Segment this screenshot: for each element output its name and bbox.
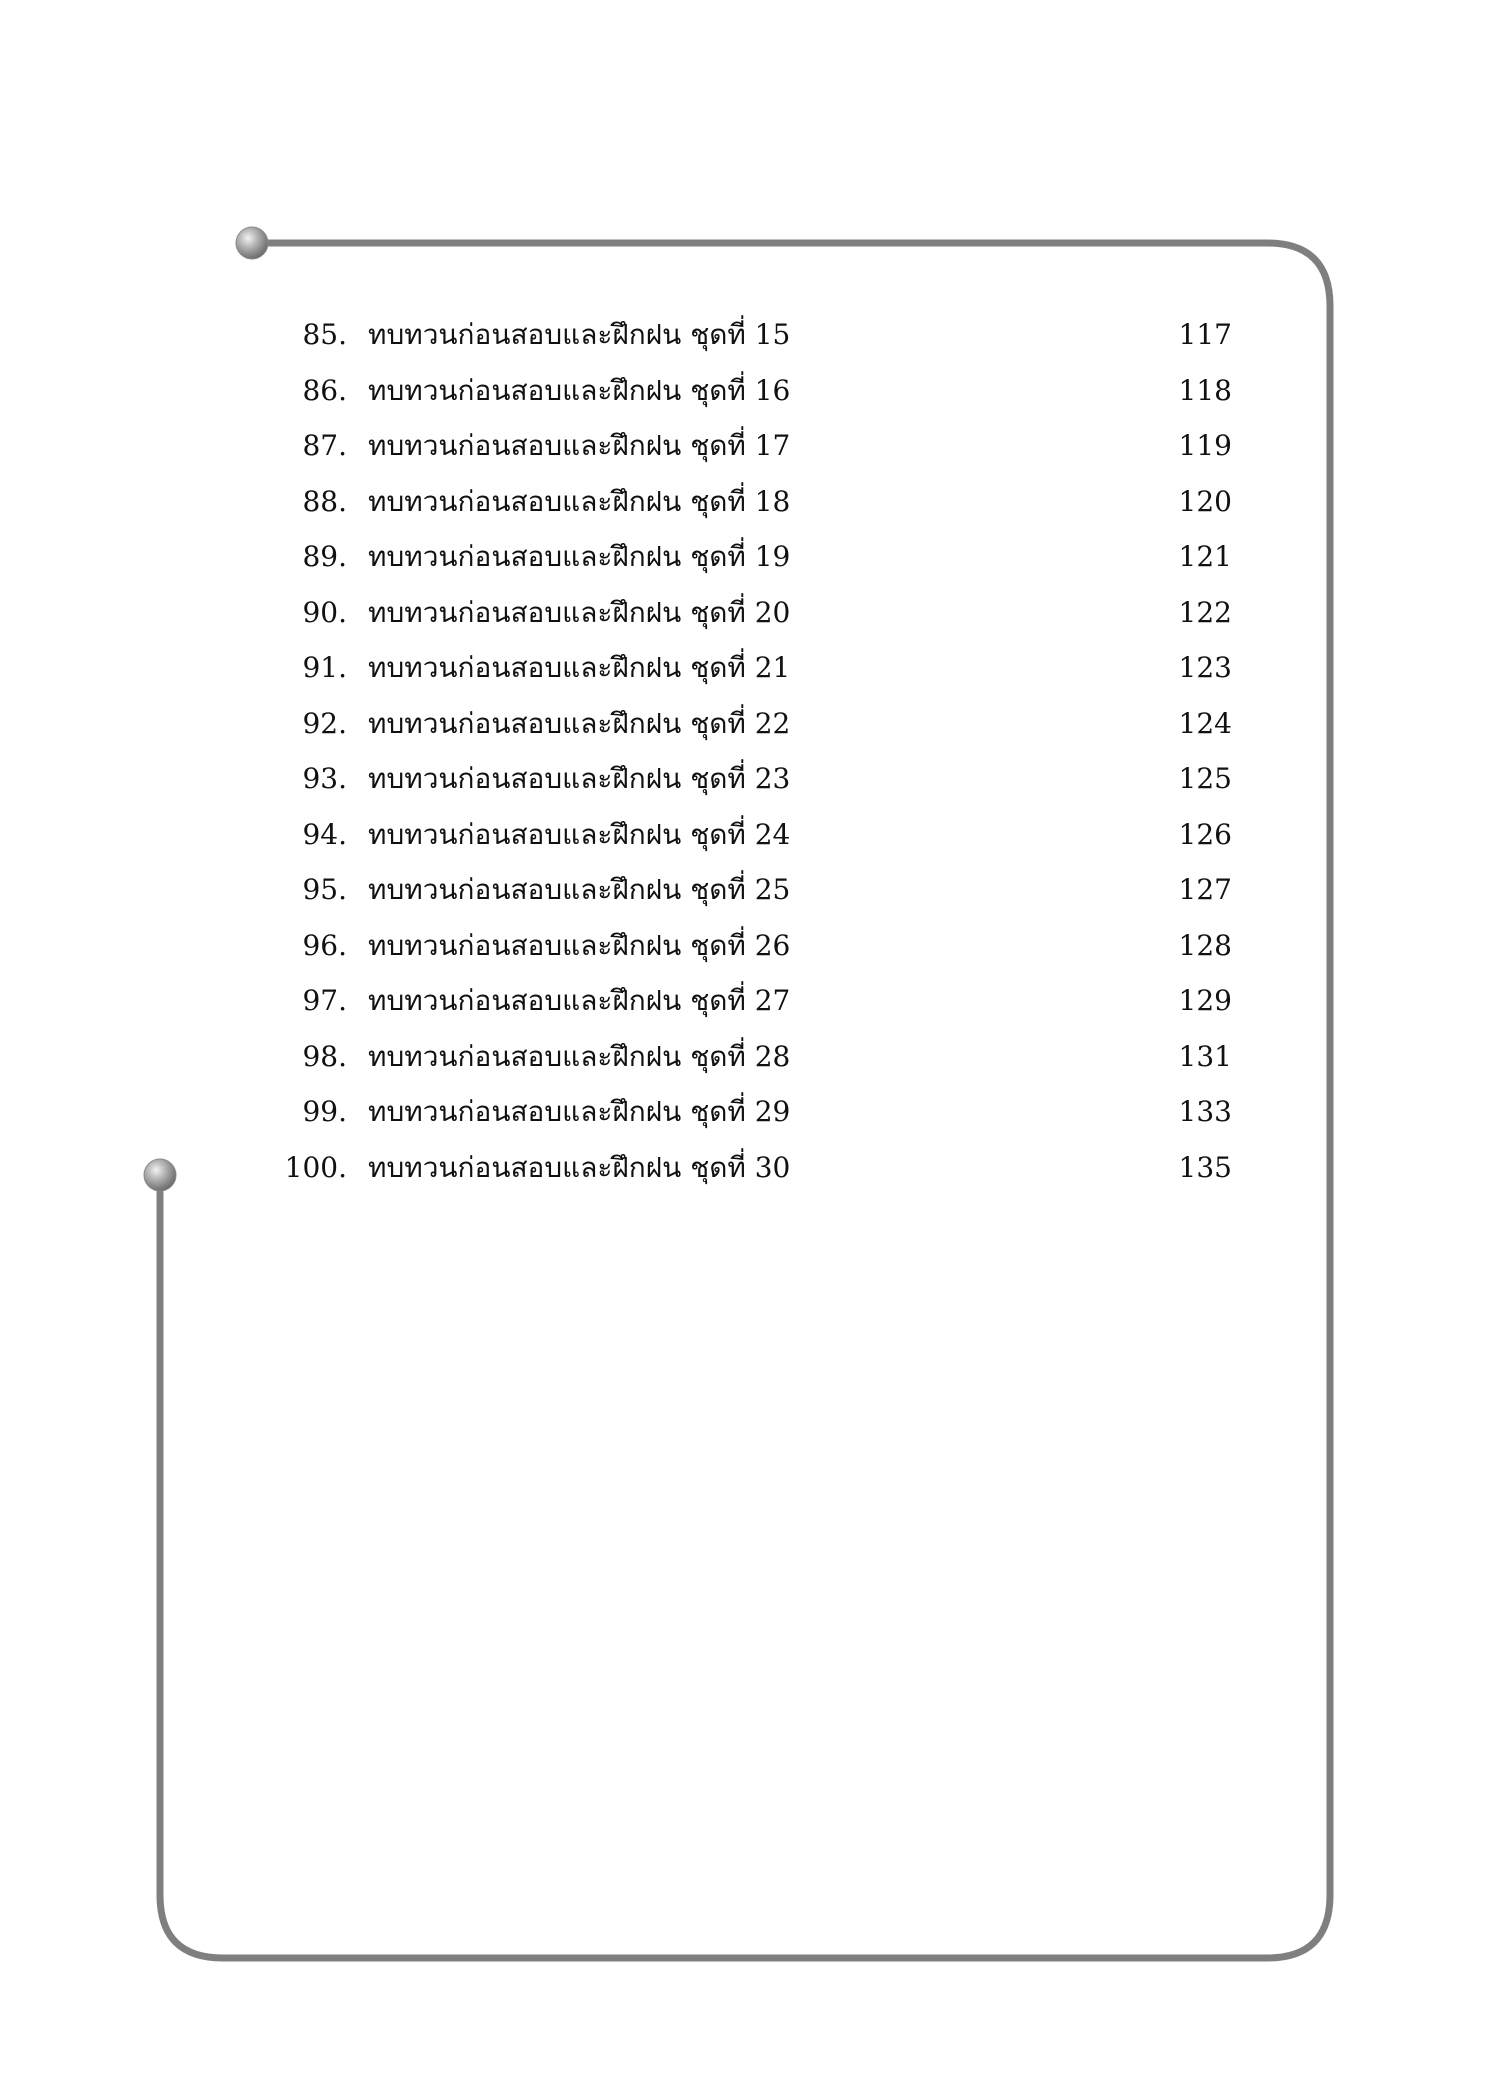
toc-entry-number: 89. xyxy=(302,540,347,573)
toc-entry-page: 133 xyxy=(1178,1095,1232,1128)
toc-entry-number: 90. xyxy=(302,595,347,629)
toc-entry-title: ทบทวนก่อนสอบและฝึกฝน ชุดที่ 25 xyxy=(368,873,791,906)
toc-entry-page: 128 xyxy=(1178,928,1232,962)
toc-entry-number: 97. xyxy=(302,984,347,1017)
toc-entry-page: 129 xyxy=(1178,984,1232,1017)
toc-entry-title: ทบทวนก่อนสอบและฝึกฝน ชุดที่ 21 xyxy=(368,651,791,684)
toc-entry[interactable] xyxy=(0,696,1504,752)
toc-entry-number: 99. xyxy=(302,1095,347,1128)
toc-entry[interactable] xyxy=(0,751,1504,807)
toc-entry-title: ทบทวนก่อนสอบและฝึกฝน ชุดที่ 24 xyxy=(368,817,791,851)
toc-entry[interactable] xyxy=(0,418,1504,474)
toc-entry-page: 123 xyxy=(1178,651,1232,684)
toc-entry[interactable] xyxy=(0,862,1504,918)
toc-entry-page: 131 xyxy=(1178,1039,1232,1073)
toc-entry[interactable] xyxy=(0,1029,1504,1085)
toc-entry-title: ทบทวนก่อนสอบและฝึกฝน ชุดที่ 30 xyxy=(368,1150,791,1184)
toc-entry-number: 88. xyxy=(302,484,347,518)
toc-entry-title: ทบทวนก่อนสอบและฝึกฝน ชุดที่ 17 xyxy=(368,429,791,462)
toc-entry[interactable] xyxy=(0,585,1504,641)
toc-entry-number: 91. xyxy=(302,651,347,684)
toc-entry-page: 121 xyxy=(1178,540,1232,573)
toc-entry-title: ทบทวนก่อนสอบและฝึกฝน ชุดที่ 16 xyxy=(368,373,791,407)
toc-entry[interactable] xyxy=(0,973,1504,1029)
toc-entry[interactable] xyxy=(0,807,1504,863)
toc-entry[interactable] xyxy=(0,529,1504,585)
toc-entry-number: 100. xyxy=(284,1150,347,1184)
toc-entry[interactable] xyxy=(0,1140,1504,1196)
toc-entry-number: 86. xyxy=(302,373,347,407)
toc-entry-page: 126 xyxy=(1178,817,1232,851)
toc-entry-number: 92. xyxy=(302,706,347,740)
toc-entry-number: 85. xyxy=(302,318,347,351)
toc-entry[interactable] xyxy=(0,474,1504,530)
toc-entry-page: 122 xyxy=(1178,595,1232,629)
toc-entry-title: ทบทวนก่อนสอบและฝึกฝน ชุดที่ 20 xyxy=(368,595,791,629)
toc-entry-number: 96. xyxy=(302,928,347,962)
toc-entry-page: 124 xyxy=(1178,706,1232,740)
toc-entry-title: ทบทวนก่อนสอบและฝึกฝน ชุดที่ 15 xyxy=(368,318,791,351)
frame-ball-top xyxy=(236,227,268,259)
toc-entry-number: 94. xyxy=(302,817,347,851)
toc-entry-page: 120 xyxy=(1178,484,1232,518)
toc-entry[interactable] xyxy=(0,1084,1504,1140)
toc-entry-number: 87. xyxy=(302,429,347,462)
toc-entry-number: 93. xyxy=(302,762,347,795)
toc-entry[interactable] xyxy=(0,918,1504,974)
toc-entry-page: 135 xyxy=(1178,1150,1232,1184)
toc-entry[interactable] xyxy=(0,307,1504,363)
toc-entry-title: ทบทวนก่อนสอบและฝึกฝน ชุดที่ 26 xyxy=(368,928,791,962)
toc-entry-page: 119 xyxy=(1178,429,1232,462)
toc-entry-title: ทบทวนก่อนสอบและฝึกฝน ชุดที่ 19 xyxy=(368,540,791,573)
toc-entry-title: ทบทวนก่อนสอบและฝึกฝน ชุดที่ 27 xyxy=(368,984,791,1017)
table-of-contents xyxy=(0,307,1504,1195)
toc-entry-title: ทบทวนก่อนสอบและฝึกฝน ชุดที่ 29 xyxy=(368,1095,791,1128)
toc-entry-page: 127 xyxy=(1178,873,1232,906)
toc-entry[interactable] xyxy=(0,363,1504,419)
toc-entry-title: ทบทวนก่อนสอบและฝึกฝน ชุดที่ 22 xyxy=(368,706,791,740)
toc-entry-page: 125 xyxy=(1178,762,1232,795)
toc-entry-number: 98. xyxy=(302,1039,347,1073)
toc-entry-page: 118 xyxy=(1178,373,1232,407)
toc-entry-number: 95. xyxy=(302,873,347,906)
toc-entry-title: ทบทวนก่อนสอบและฝึกฝน ชุดที่ 23 xyxy=(368,762,791,795)
toc-entry[interactable] xyxy=(0,640,1504,696)
toc-entry-page: 117 xyxy=(1178,318,1232,351)
toc-entry-title: ทบทวนก่อนสอบและฝึกฝน ชุดที่ 28 xyxy=(368,1039,791,1073)
toc-entry-title: ทบทวนก่อนสอบและฝึกฝน ชุดที่ 18 xyxy=(368,484,791,518)
